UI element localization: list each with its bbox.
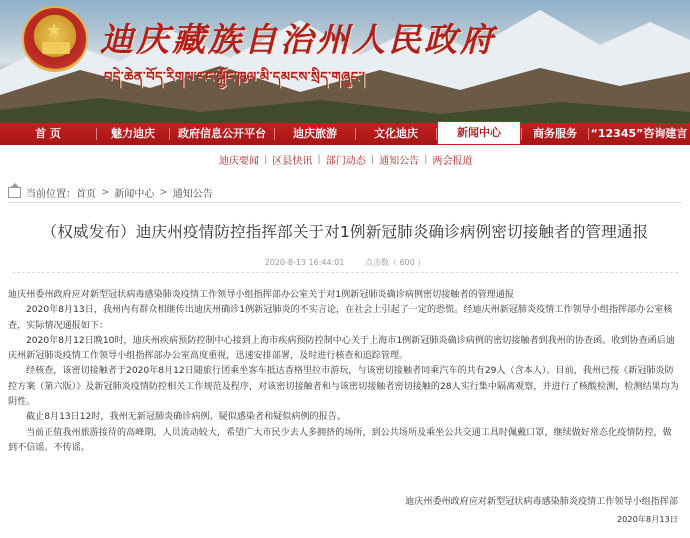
breadcrumb-news-center[interactable]: 新闻中心: [114, 189, 155, 200]
nav-home[interactable]: 首 页: [35, 127, 61, 140]
nav-tourism[interactable]: 迪庆旅游: [293, 127, 337, 140]
article-signature: 迪庆州委州政府应对新型冠状病毒感染肺炎疫情工作领导小组指挥部: [405, 497, 678, 507]
subnav-dept-news[interactable]: 部门动态: [325, 155, 366, 167]
article-hits: 点击数（ 600 ）: [365, 258, 426, 267]
nav-gov-info[interactable]: 政府信息公开平台: [178, 127, 266, 140]
nav-charm-diqing[interactable]: 魅力迪庆: [111, 127, 155, 140]
subnav-diqing-news[interactable]: 迪庆要闻: [219, 155, 259, 167]
subnav-notices[interactable]: 通知公告: [379, 155, 420, 167]
site-title-tibetan: བདེ་ཆེན་བོད་རིགས་རང་སྐྱོང་ཁུལ་མི་དམངས་སྲིད་གཞུང་།: [104, 70, 366, 85]
breadcrumb-separator: >: [159, 187, 168, 198]
article-sign-date: 2020年8月13日: [616, 514, 678, 524]
divider: [12, 272, 678, 273]
sub-nav: 迪庆要闻 | 区县快讯 | 部门动态 | 通知公告 | 两会报道: [214, 149, 478, 169]
breadcrumb: [8, 183, 682, 203]
nav-12345-hotline[interactable]: “12345”咨询建言: [590, 127, 688, 140]
article-paragraph: 当前正值我州旅游接待的高峰期，人员流动较大，希望广大市民少去人多拥挤的场所，到公共场所及乘坐公共交通工具时佩戴口罩，继续做好常态化疫情防控，做到不信谣、不传谣。: [8, 427, 672, 453]
breadcrumb-home[interactable]: 首页: [76, 189, 96, 200]
subnav-county-news[interactable]: 区县快讯: [272, 155, 313, 167]
nav-culture[interactable]: 文化迪庆: [374, 127, 418, 140]
breadcrumb-notices[interactable]: 通知公告: [172, 189, 213, 200]
article-paragraph: 2020年8月12日晚10时，迪庆州疾病预防控制中心接到上海市疾病预防控制中心关于上海市1例新冠肺炎确诊病例的密切接触者到我州的协查函。收到协查函后迪庆州新冠肺炎疫情工作领导小组指挥部办公室高度重视，迅速安排部署，及时进行核查和追踪管理。: [8, 335, 675, 362]
article-paragraph: 截止8月13日12时，我州无新冠肺炎确诊病例、疑似感染者和疑似病例的报告。: [26, 412, 346, 423]
subnav-two-sessions[interactable]: 两会报道: [432, 155, 473, 167]
home-icon: [8, 187, 21, 198]
article-body: [8, 288, 680, 456]
article-date: 2020-8-13 16:44:01: [264, 258, 345, 267]
breadcrumb-label: 当前位置：: [26, 189, 76, 200]
header-banner: [0, 0, 690, 123]
article-paragraph: 2020年8月13日，我州内有群众相继传出迪庆州确诊1例新冠肺炎的不实言论，在社会上引起了一定的恐慌。经迪庆州新冠肺炎疫情工作领导小组指挥部办公室核查，实际情况通报如下：: [8, 305, 673, 331]
article-paragraph: 经核查，该密切接触者于2020年8月12日随旅行团乘坐客车抵达香格里拉市游玩，与该密切接触者同乘汽车的共有29人（含本人）。目前，我州已按《新冠肺炎防控方案（第六版）》及新冠肺炎疫情防控相关工作规范及程序，对该密切接触者和与该密切接触者密切接触的28人实行集中隔离观察，并进行了核酸检测，检测结果均为阴性。: [8, 366, 679, 408]
site-title: 迪庆藏族自治州人民政府: [100, 20, 496, 59]
national-emblem-icon: ★: [22, 6, 88, 72]
main-nav: [0, 123, 690, 145]
article-meta: [0, 257, 690, 268]
article-paragraph: 迪庆州委州政府应对新型冠状病毒感染肺炎疫情工作领导小组指挥部办公室关于对1例新冠肺炎确诊病例密切接触者的管理通报: [8, 290, 514, 300]
nav-news-center[interactable]: 新闻中心: [437, 121, 521, 145]
article-title: （权威发布）迪庆州疫情防控指挥部关于对1例新冠肺炎确诊病例密切接触者的管理通报: [41, 223, 649, 241]
nav-business[interactable]: 商务服务: [533, 127, 577, 140]
breadcrumb-separator: >: [101, 187, 110, 198]
